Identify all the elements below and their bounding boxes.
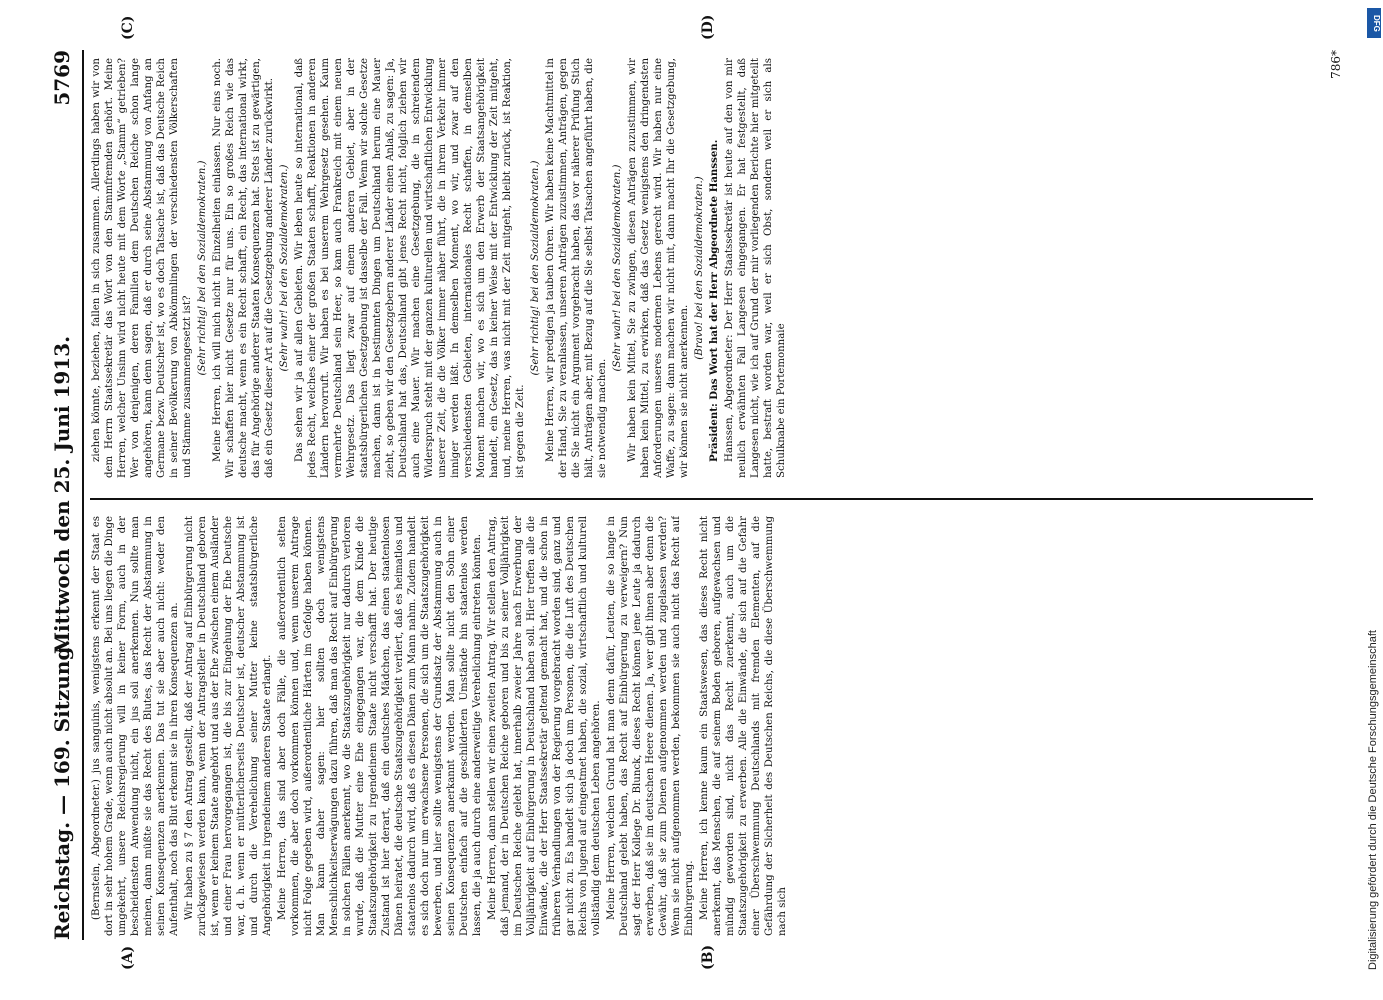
interjection: (Sehr richtig! bei den Sozialdemokraten.): [530, 160, 541, 376]
paragraph: Meine Herren, wir predigen ja tauben Ohren. Wir haben keine Machtmittel in der Hand, Sie zu veranlassen, unseren Anträgen zuzustimmen, Anträgen, gegen die Sie nicht ein Argument vorgebracht haben, das vor näherer Prüfung Stich hält, Anträgen aber, mit Bezug auf die Sie selbst Tatsachen angeführt haben, die sie notwendig machen.: [545, 58, 608, 478]
header-rule: [82, 50, 84, 940]
marker-b: (B): [700, 944, 716, 970]
paragraph: Wir haben kein Mittel, Sie zu zwingen, diesen Anträgen zuzustimmen, wir haben kein Mittel, zu erwirken, daß das Gesetz wenigstens den dringendsten Anforderungen unseres modernen Lebens gerecht wird. Wir haben nur eine Waffe, zu sagen: dann machen wir nicht mit, dann macht Ihr die Gesetzgebung, wir können sie nicht anerkennen.: [627, 58, 690, 478]
paragraph: Meine Herren, ich kenne kaum ein Staatswesen, das dieses Recht nicht anerkennt, das Menschen, die auf seinem Boden geboren, aufgewachsen und mündig geworden sind, nicht das Recht zuerkennt, auch um die Staatszugehörigkeit zu erwerben. Alle die Einwände, die sich auf die Gefahr einer Überschwemmung Deutschlands mit fremden Elementen, auf die Gefährdung der Sicherheit des Deutschen Reichs, die diese Überschwemmung nach sich: [699, 516, 788, 936]
paragraph: Das sehen wir ja auf allen Gebieten. Wir leben heute so international, daß jedes Recht, welches einer der großen Staaten schafft, Reaktionen in anderen Ländern hervorruft. Wir haben es bei unserem Wehrgesetz gesehen. Kaum vermehrte Deutschland sein Heer, so kam auch Frankreich mit einem neuen Wehrgesetz. Das liegt zwar auf einem anderen Gebiet, aber in der staatsbürgerlichen Gesetzgebung ist dasselbe der Fall. Wenn wir solche Gesetze machen, dann ist in bestimmten Dingen um Deutschland herum eine Mauer zieht, so geben wir den Gesetzgebern anderer Länder einen Anlaß, zu sagen: Ja, Deutschland hat das, Deutschland gibt jenes Recht nicht, folglich ziehen wir auch eine Mauer. Wir machen eine Gesetzgebung, die in schreiendem Widerspruch steht mit der ganzen kulturellen und wirtschaftlichen Entwicklung unserer Zeit, die die Völker immer näher führt, die in ihrem Verkehr immer inniger werden läßt. In demselben Moment, wo wir, und zwar auf den verschiedensten Gebieten, internationales Recht schaffen, in demselben Moment machen wir, wo es sich um den Erwerb der Staatsangehörigkeit handelt, ein Gesetz, das in keiner Weise mit der Entwicklung der Zeit mitgeht, und, meine Herren, was nicht mit der Zeit mitgeht, bleibt zurück, ist Reaktion, ist gegen die Zeit.: [294, 58, 526, 478]
dfg-logo: DFG: [1367, 8, 1381, 38]
right-column: [90, 58, 1313, 478]
marker-a: (A): [120, 945, 136, 970]
interjection: (Sehr wahr! bei den Sozialdemokraten.): [279, 164, 290, 372]
paragraph: Meine Herren, dann stellen wir einen zweiten Antrag. Wir stellen den Antrag, daß jemand, der in Deutschen Reiche geboren und bis zu seiner Volljährigkeit im Deutschen Reiche gelebt hat, innerhalb zweier Jahre nach Erwerbung der Volljährigkeit auf Einbürgerung in Deutschland haben soll. Hier treffen alle die Einwände, die der Herr Staatssekretär geltend gemacht hat, und die schon in früheren Verhandlungen von der Regierung vorgebracht worden sind, ganz und gar nicht zu. Es handelt sich ja doch um Personen, die die Luft des Deutschen Reichs von Jugend auf eingeatmet haben, die sozial, wirtschaftlich und kulturell vollständig dem deutschen Leben angehören.: [487, 516, 602, 936]
interjection: (Sehr richtig! bei den Sozialdemokraten.): [197, 160, 208, 376]
paragraph: Meine Herren, ich will mich nicht in Einzelheiten einlassen. Nur eins noch. Wir schaffen hier nicht Gesetze nur für uns. Ein so großes Reich wie das deutsche macht, wenn es ein Recht schafft, ein Recht, das international wirkt, das für Angehörige anderer Staaten Konsequenzen hat. Stets ist zu gewärtigen, daß ein Gesetz dieser Art auf die Gesetzgebung anderer Länder zurückwirkt.: [212, 58, 275, 478]
marker-c: (C): [120, 15, 136, 40]
paragraph: Meine Herren, das sind aber doch Fälle, die außerordentlich selten vorkommen, die aber doch vorkommen können und, wenn unserem Antrage nicht Folge gegeben wird, außerordentliche Härten im Gefolge haben können. Man kann daher sagen: hier sollten doch wenigstens Menschlichkeitserwägungen dazu führen, daß man das Recht auf Einbürgerung in solchen Fällen anerkennt, wo die Staatszugehörigkeit nur dadurch verloren wurde, daß die Mutter eine Ehe eingegangen war, die dem Kinde die Staatszugehörigkeit zu irgendeinem Staate nicht verschafft hat. Der heutige Zustand ist hier derart, daß ein deutsches Mädchen, das einen staatenlosen Dänen heiratet, die deutsche Staatszugehörigkeit verliert, daß es heimatlos und staatenlos dadurch wird, daß es diesen Dänen zum Mann nahm. Zudem handelt es sich doch nur um erwachsene Personen, die sich um die Staatszugehörigkeit bewerben, und hier sollte wenigstens der Grundsatz der Abstammung auch in seinen Konsequenzen anerkannt werden. Man sollte nicht den Sohn einer Deutschen einfach auf die geschilderten Umstände hin staatenlos werden lassen, die ja auch durch eine anderweitige Verehelichung eintreten könnten.: [277, 516, 483, 936]
page-number: 5769: [50, 50, 74, 106]
digitization-note: [1363, 0, 1383, 1000]
signature-mark: 786*: [1329, 50, 1343, 79]
left-column: [90, 516, 1313, 936]
page-header: [40, 50, 76, 940]
paragraph: Hanssen, Abgeordneter: Der Herr Staatssekretär ist heute auf den von mir neulich erwähnten Fall Langesen eingegangen. Er hat festgestellt, daß Langesen nicht, wie ich auf Grund der mir vorliegenden Berichte hier mitgeteilt hatte, bestraft worden war, weil er sich Obst, sondern weil er sich als Schulknabe ein Portemonnaie: [724, 58, 787, 478]
column-divider: [90, 498, 1313, 500]
interjection: (Sehr wahr! bei den Sozialdemokraten.): [612, 164, 623, 372]
marker-d: (D): [700, 14, 716, 40]
paragraph: (Bernstein, Abgeordneter.) jus sanguinis, wenigstens erkennt der Staat es dort in sehr hohem Grade, wenn auch nicht absolut an. Bei uns liegen die Dinge umgekehrt, unsere Reichsregierung will in keiner Form, auch in der bescheidensten Anwendung nicht, ein jus soli anerkennen. Nun sollte man meinen, dann müßte sie das Recht des Blutes, das Recht der Abstammung in seinen Konsequenzen anerkennen. Das tut sie aber auch nicht: weder den Aufenthalt, noch das Blut erkennt sie in ihren Konsequenzen an.: [91, 516, 180, 936]
paragraph: ziehen könnte, beziehen, fallen in sich zusammen. Allerdings haben wir von dem Herrn Staatssekretär das Wort von den Stammfremden gehört. Meine Herren, welcher Unsinn wird nicht heute mit dem Worte „Stamm“ getrieben? Wer von denjenigen, deren Familien dem Deutschen Reiche schon lange angehören, kann denn sagen, daß er durch seine Abstammung von Anfang an Germane bezw. Deutscher ist, wo es doch Tatsache ist, daß das Deutsche Reich in seiner Bevölkerung von Abkömmlingen der verschiedensten Völkerschaften und Stämme zusammengesetzt ist?: [91, 58, 193, 478]
paragraph: Wir haben zu § 7 den Antrag gestellt, daß der Antrag auf Einbürgerung nicht zurückgewiesen werden kann, wenn der Antragsteller in Deutschland geboren ist, wenn er keinem Staate angehört und aus der Ehe zwischen einem Ausländer und einer Frau hervorgegangen ist, die bis zur Eingehung der Ehe Deutsche war, d. h. wenn er mütterlicherseits Deutscher ist, deutscher Abstammung ist und durch die Verehelichung seiner Mutter keine staatsbürgerliche Angehörigkeit in irgendeinem anderen Staate erlangt.: [184, 516, 273, 936]
president-paragraph: Präsident: Das Wort hat der Herr Abgeordnete Hanssen.: [708, 139, 720, 462]
header-left: Reichstag. — 169. Sitzung.: [50, 639, 74, 940]
header-date: Mittwoch den 25. Juni 1913.: [50, 335, 74, 655]
paragraph: Meine Herren, welchen Grund hat man denn dafür, Leuten, die so lange in Deutschland gelebt haben, das Recht auf Einbürgerung zu verweigern? Nun sagt der Herr Kollege Dr. Blunck, dieses Recht können jene Leute ja dadurch erwerben, daß sie im deutschen Heere dienen. Ja, wer gibt ihnen aber denn die Gewähr, daß sie zum Dienen aufgenommen werden und zugelassen werden? Wenn sie nicht aufgenommen werden, bekommen sie auch nicht das Recht auf Einbürgerung.: [606, 516, 695, 936]
digitization-text: Digitalisierung gefördert durch die Deutsche Forschungsgemeinschaft: [1367, 630, 1379, 970]
interjection: (Bravo! bei den Sozialdemokraten.): [694, 176, 705, 360]
